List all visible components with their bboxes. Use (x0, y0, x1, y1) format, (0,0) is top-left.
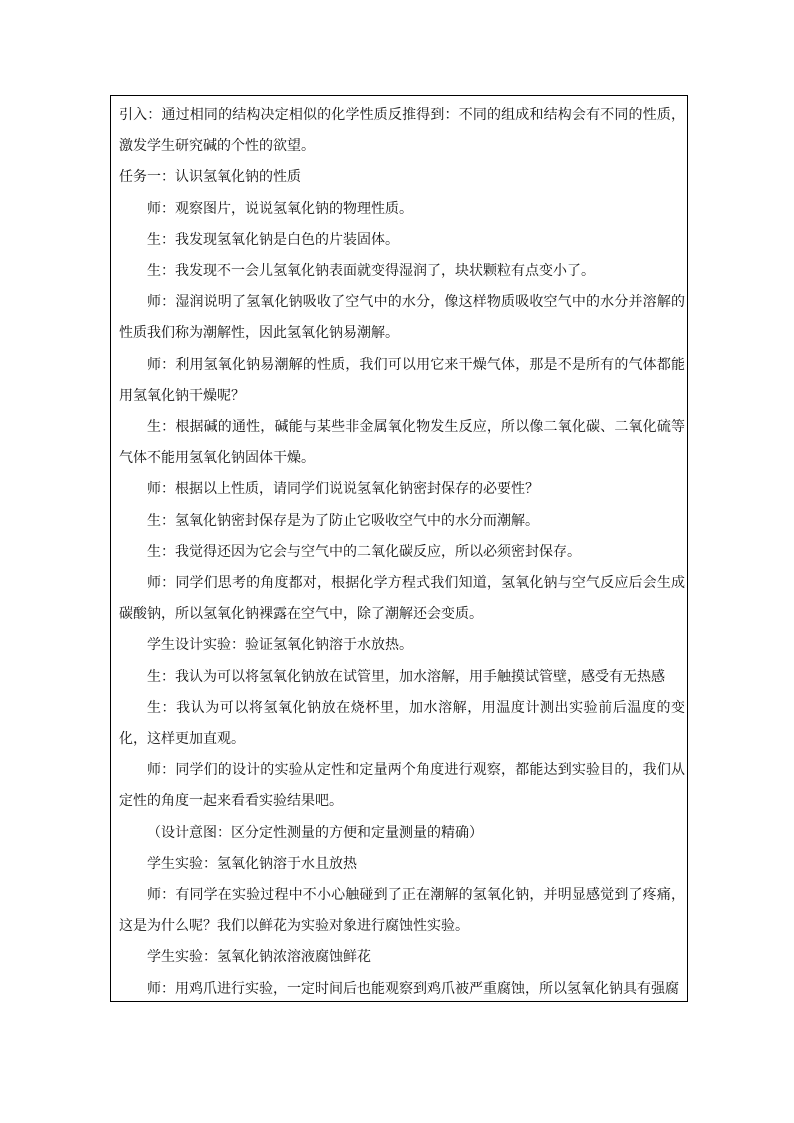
intro-paragraph: 引入：通过相同的结构决定相似的化学性质反推得到：不同的组成和结构会有不同的性质，激发学生研究碱的个性的欲望。 (119, 107, 685, 155)
experiment-heading: 学生实验：氢氧化钠浓溶液腐蚀鲜花 (147, 949, 371, 966)
dialogue-paragraph: 师：利用氢氧化钠易潮解的性质，我们可以用它来干燥气体，那是不是所有的气体都能用氢氧化钠干燥呢？ (119, 356, 685, 404)
dialogue-paragraph: 师：用鸡爪进行实验，一定时间后也能观察到鸡爪被严重腐蚀，所以氢氧化钠具有强腐 (147, 980, 679, 997)
dialogue-paragraph: 师：湿润说明了氢氧化钠吸收了空气中的水分，像这样物质吸收空气中的水分并溶解的性质我们称为潮解性，因此氢氧化钠易潮解。 (119, 294, 685, 342)
dialogue-paragraph: 生：我发现不一会儿氢氧化钠表面就变得湿润了，块状颗粒有点变小了。 (147, 263, 595, 280)
experiment-heading: 学生实验：氢氧化钠溶于水且放热 (147, 855, 357, 872)
dialogue-paragraph: 师：同学们的设计的实验从定性和定量两个角度进行观察，都能达到实验目的，我们从定性的角度一起来看看实验结果吧。 (119, 762, 685, 810)
dialogue-paragraph: 师：观察图片，说说氢氧化钠的物理性质。 (147, 200, 413, 217)
lesson-content (119, 100, 685, 1002)
dialogue-paragraph: 生：我认为可以将氢氧化钠放在烧杯里，加水溶解，用温度计测出实验前后温度的变化，这样更加直观。 (119, 699, 685, 748)
dialogue-paragraph: 生：我认为可以将氢氧化钠放在试管里，加水溶解，用手触摸试管壁，感受有无热感 (147, 668, 665, 685)
design-intent-note: （设计意图：区分定性测量的方便和定量测量的精确） (147, 824, 483, 841)
dialogue-paragraph: 师：同学们思考的角度都对，根据化学方程式我们知道，氢氧化钠与空气反应后会生成碳酸钠，所以氢氧化钠裸露在空气中，除了潮解还会变质。 (119, 575, 685, 623)
dialogue-paragraph: 生：氢氧化钠密封保存是为了防止它吸收空气中的水分而潮解。 (147, 512, 539, 529)
dialogue-paragraph: 师：有同学在实验过程中不小心触碰到了正在潮解的氢氧化钠，并明显感觉到了疼痛，这是为什么呢？我们以鲜花为实验对象进行腐蚀性实验。 (119, 887, 685, 935)
experiment-heading: 学生设计实验：验证氢氧化钠溶于水放热。 (147, 637, 413, 654)
dialogue-paragraph: 生：我觉得还因为它会与空气中的二氧化碳反应，所以必须密封保存。 (147, 543, 581, 560)
dialogue-paragraph: 师：根据以上性质，请同学们说说氢氧化钠密封保存的必要性？ (147, 481, 539, 498)
dialogue-paragraph: 生：我发现氢氧化钠是白色的片装固体。 (147, 231, 399, 248)
task-heading: 任务一：认识氢氧化钠的性质 (119, 169, 301, 186)
table-cell-frame (110, 95, 688, 1002)
dialogue-paragraph: 生：根据碱的通性，碱能与某些非金属氧化物发生反应，所以像二氧化碳、二氧化硫等气体不能用氢氧化钠固体干燥。 (119, 419, 685, 467)
